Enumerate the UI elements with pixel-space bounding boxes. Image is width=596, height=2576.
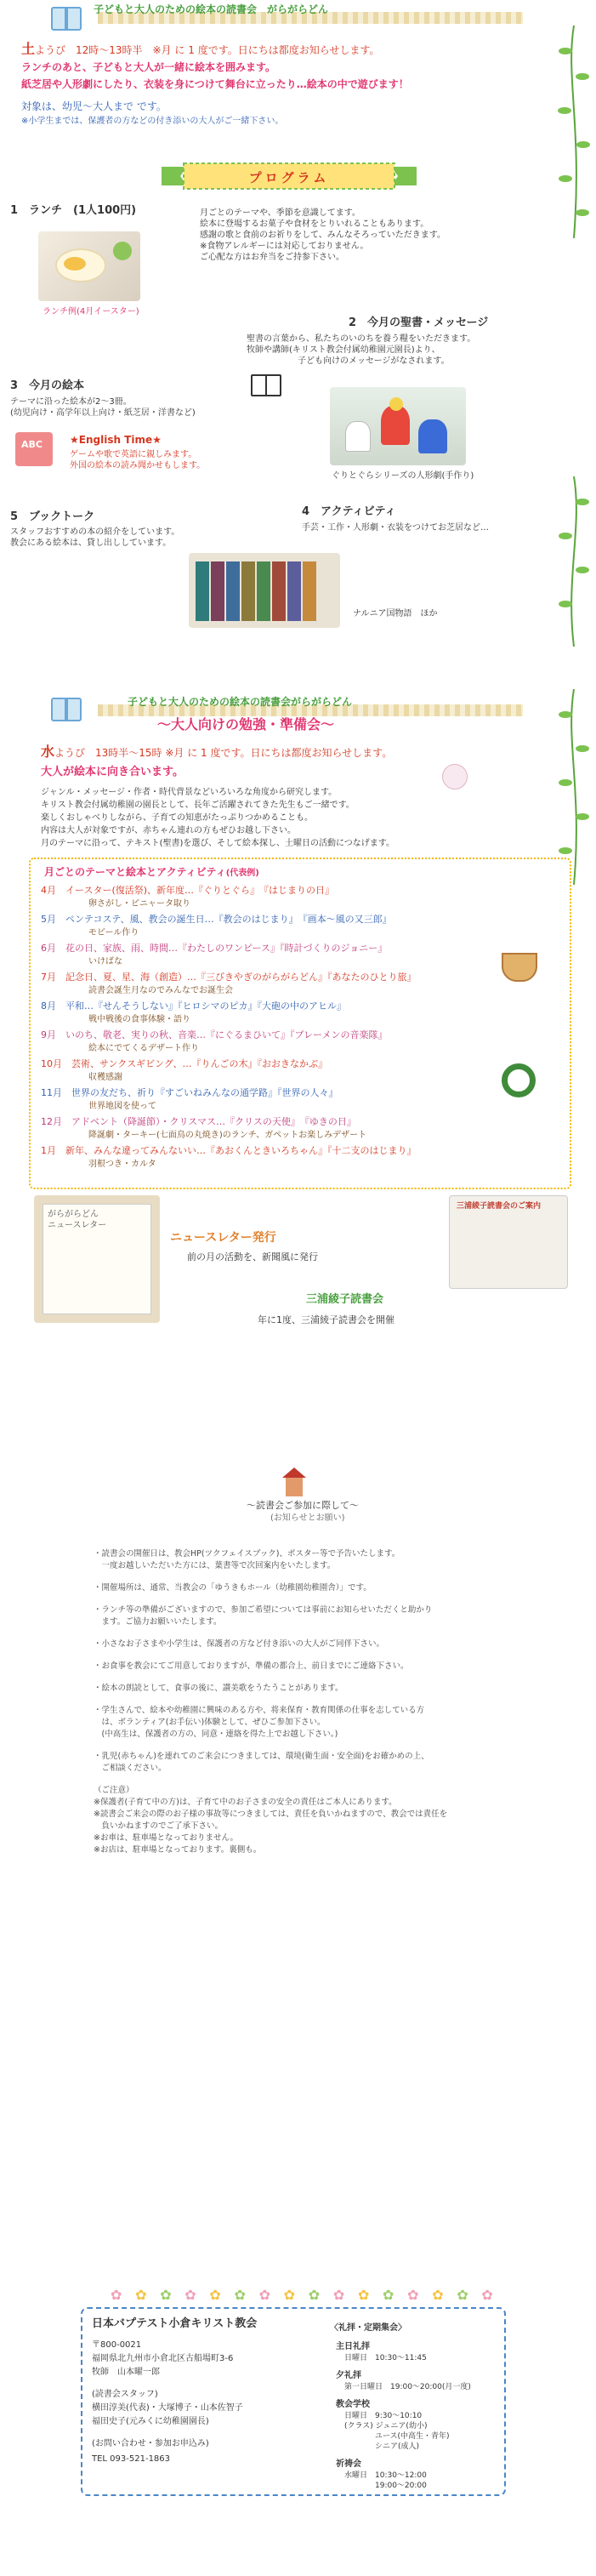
ehon-heading: 3 今月の絵本 [10, 379, 85, 392]
flower-row: ✿ ✿ ✿ ✿ ✿ ✿ ✿ ✿ ✿ ✿ ✿ ✿ ✿ ✿ ✿ ✿ [111, 2287, 493, 2303]
seisho-desc [247, 333, 475, 367]
lunch-desc-line: 月ごとのテーマや、季節を意識してます。 [200, 208, 360, 218]
wreath-icon [502, 1063, 536, 1097]
newsletter-heading: ニュースレター発行 [170, 1231, 276, 1245]
note-line: ます。ご協力お願いいたします。 [94, 1617, 222, 1627]
church-name: 日本バプテスト小倉キリスト教会 [92, 2317, 258, 2330]
vine-decoration-right-3 [557, 689, 591, 885]
worship-time: シニア(成人) [344, 2442, 420, 2451]
english-desc-line: ゲームや歌で英語に親しみます。 [70, 450, 197, 459]
seisho-heading: 2 今月の聖書・メッセージ [349, 316, 489, 329]
section2-line: キリスト教会付属幼稚園の園長として、長年ご活躍されてきた先生もご一緒です。 [41, 801, 355, 810]
english-desc-line: 外国の絵本の読み聞かせもします。 [70, 461, 206, 470]
miura-flyer [449, 1195, 568, 1289]
book-icon [51, 7, 82, 31]
note-line: ・小さなお子さまや小学生は、保護者の方など付き添いの大人がご同伴下さい。 [94, 1639, 385, 1649]
staff-heading: (読書会スタッフ) [92, 2390, 158, 2399]
lunch-caption: ランチ例(4月イースター) [43, 307, 139, 316]
church-pastor: 牧師 山本曜一郎 [92, 2368, 160, 2377]
booktalk-desc-line: スタッフおすすめの本の紹介をしています。 [10, 527, 180, 537]
newsletter-photo-title: がらがらどん ニュースレター [48, 1210, 107, 1230]
abc-book-icon: ABC [15, 432, 53, 466]
ehon-desc-line: (幼児向け・高学年以上向け・紙芝居・洋書など) [10, 408, 196, 418]
lunch-desc-line: ※食物アレルギーには対応しておりません。 [200, 242, 369, 251]
miura-heading: 三浦綾子読書会 [306, 1293, 384, 1306]
section2-subtitle: ～大人向けの勉強・準備会～ [157, 716, 335, 732]
newsletter-desc: 前の月の活動を、新聞風に発行 [187, 1251, 318, 1262]
month-activity: 絵本にでてくるデザート作り [88, 1044, 199, 1053]
schedule-day: 土 [21, 41, 36, 57]
miura-desc: 年に1度、三浦綾子読書会を開催 [258, 1314, 394, 1325]
target-note: ※小学生までは、保護者の方などの付き添いの大人がご一緒下さい。 [21, 117, 284, 126]
booktalk-heading: 5 ブックトーク [10, 510, 95, 523]
section2-line: 内容は大人が対象ですが、赤ちゃん連れの方もぜひお越し下さい。 [41, 826, 296, 835]
booktalk-desc [10, 527, 179, 549]
section2-line: 楽しくおしゃべりしながら、子育ての知恵がたっぷりつかめることも。 [41, 813, 313, 823]
staff-line-2: 福田史子(元みくに幼稚園園長) [92, 2417, 209, 2426]
month-activity: 読書会誕生月なのでみんなでお誕生会 [88, 986, 233, 995]
month-row: 11月 世界の友だち、祈り『すごいねみんなの通学路』『世界の人々』 [41, 1087, 338, 1098]
worship-title-item: 教会学校 [336, 2400, 370, 2409]
month-row: 10月 芸術、サンクスギビング、…『りんごの木』『おおきなかぶ』 [41, 1058, 327, 1069]
note-line: （ご注意） [94, 1786, 134, 1795]
month-row: 1月 新年、みんな違ってみんないい…『あおくんときいろちゃん』『十二支のはじまり』 [41, 1145, 417, 1156]
english-desc [70, 449, 205, 471]
note-line: ※保護者(子育て中の方)は、子育て中のお子さまの安全の責任はご本人にあります。 [94, 1798, 397, 1807]
newsletter-photo [34, 1195, 160, 1323]
schedule-line [21, 43, 379, 57]
month-row: 12月 アドベント（降誕節）・クリスマス…『クリスの天使』 『ゆきの日』 [41, 1116, 356, 1127]
month-activity: 収穫感謝 [88, 1073, 122, 1082]
section2-line: ジャンル・メッセージ・作者・時代背景などいろいろな角度から研究します。 [41, 788, 338, 797]
bunny-icon [442, 764, 468, 789]
lunch-desc-line: 絵本に登場するお菓子や食材をとりいれることもあります。 [200, 219, 429, 229]
section2-schedule-text: ようび 13時半～15時 ※月 に 1 度です。日にちは都度お知らせします。 [54, 747, 393, 759]
church-tower-icon [281, 1468, 308, 1496]
church-address: 福岡県北九州市小倉北区古船場町3-6 [92, 2354, 234, 2363]
section1-title: 子どもと大人のための絵本の読書会 がらがらどん [94, 3, 329, 15]
worship-time: 第一日曜日 19:00～20:00(月一度) [344, 2383, 471, 2391]
month-row: 7月 記念日、夏、星、海（創造）…『三びきやぎのがらがらどん』『あなたのひとり旅』 [41, 972, 417, 983]
month-activity: 世界地図を使って [88, 1102, 156, 1111]
month-activity: 卵さがし・ピニャータ取り [88, 899, 190, 909]
lunch-line: ランチのあと、子どもと大人が一緒に絵本を囲みます。 [21, 61, 276, 73]
worship-title: 〈礼拝・定期集会〉 [330, 2323, 406, 2333]
note-line: 負いかねますのでご了承下さい。 [94, 1821, 224, 1831]
contact-tel: TEL 093-521-1863 [92, 2454, 171, 2464]
ehon-desc [10, 396, 196, 419]
contact-heading: (お問い合わせ・参加お申込み) [92, 2439, 209, 2448]
section2-body [41, 786, 394, 850]
note-line: ※お車は、駐車場となっておりません。 [94, 1833, 239, 1843]
monthly-heading-text: 月ごとのテーマと絵本とアクティビティ [44, 866, 226, 878]
church-info-box [81, 2307, 506, 2496]
seisho-desc-line: 子ども向けのメッセージがなされます。 [298, 356, 450, 366]
note-line: ※読書会ご来会の際のお子様の事故等につきましては、責任を負いかねますので、教会では責任を [94, 1809, 448, 1819]
activity-heading: 4 アクティビティ [302, 505, 396, 518]
activity-desc: 手芸・工作・人形劇・衣装をつけてお芝居など… [302, 523, 489, 533]
month-activity: 羽根つき・カルタ [88, 1160, 156, 1169]
notes-title: ～読書会ご参加に際して～ [247, 1500, 359, 1511]
worship-title-item: 夕礼拝 [336, 2371, 361, 2380]
month-activity: いけばな [88, 957, 122, 966]
book-icon [51, 698, 82, 721]
basket-icon [502, 953, 537, 982]
program-banner-label: プログラム [248, 170, 330, 185]
monthly-heading [44, 866, 259, 880]
puppet-photo [330, 387, 466, 465]
open-book-icon [251, 374, 281, 396]
note-line: ・ランチ等の準備がございますので、参加ご希望については事前にお知らせいただくと助かり [94, 1605, 433, 1615]
worship-time: 日曜日 9:30～10:10 [344, 2412, 423, 2420]
notes-subtitle: (お知らせとお願い) [270, 1513, 345, 1523]
section2-schedule-day: 水 [41, 744, 55, 760]
month-row: 6月 花の日、家族、雨、時間…『わたしのワンピース』『時計づくりのジョニー』 [41, 943, 388, 954]
program-banner [162, 162, 417, 191]
note-line: ・乳児(赤ちゃん)を連れてのご来会につきましては、環境(衛生面・安全面)をお確かめの上、 [94, 1752, 429, 1761]
puppet-caption: ぐりとぐらシリーズの人形劇(手作り) [332, 471, 474, 481]
kamishibai-line: 紙芝居や人形劇にしたり、衣装を身につけて舞台に立ったり…絵本の中で遊びます！ [21, 78, 409, 90]
note-line: ・開催場所は、通常、当教会の「ゆうきもホール（幼稚園幼稚園舎）」です。 [94, 1583, 372, 1593]
worship-time: 19:00～20:00 [344, 2482, 427, 2490]
month-row: 5月 ペンテコステ、風、教会の誕生日…『教会のはじまり』 『画本～風の又三郎』 [41, 914, 392, 925]
worship-time: (クラス) ジュニア(幼小) [344, 2422, 428, 2431]
staff-line-1: 横田淳美(代表)・大塚博子・山本佐智子 [92, 2403, 243, 2413]
section2-schedule-line [41, 745, 392, 760]
vine-decoration-right-2 [557, 476, 591, 647]
lunch-heading: 1 ランチ (1人100円) [10, 204, 137, 217]
note-line: 一度お越しいただいた方には、葉書等で次回案内をいたします。 [94, 1561, 336, 1570]
month-row: 9月 いのち、敬老、実りの秋、音楽…『にぐるまひいて』『ブレーメンの音楽隊』 [41, 1029, 388, 1040]
booktalk-desc-line: 教会にある絵本は、貸し出ししています。 [10, 539, 172, 548]
lunch-desc [200, 208, 446, 263]
ehon-desc-line: テーマに沿った絵本が2～3冊。 [10, 397, 132, 407]
month-activity: 戦中戦後の食事体験・語り [88, 1015, 190, 1024]
narnia-caption: ナルニア国物語 ほか [353, 609, 438, 618]
worship-time: 日曜日 10:30～11:45 [344, 2354, 427, 2362]
lunch-desc-line: ご心配な方はお弁当をご持参下さい。 [200, 253, 344, 262]
note-line: (中高生は、保護者の方の、同意・連絡を得た上でお越し下さい。) [94, 1730, 338, 1739]
target-line: 対象は、幼児～大人まで です。 [21, 100, 167, 112]
adults-line: 大人が絵本に向き合います。 [41, 766, 184, 778]
month-row: 8月 平和…『せんそうしない』『ヒロシマのピカ』『大砲の中のアヒル』 [41, 1000, 346, 1012]
note-line: ・絵本の朗読として、食事の後に、讃美歌をうたうことがあります。 [94, 1684, 343, 1693]
month-activity: モビール作り [88, 928, 139, 938]
section2-title: 子どもと大人のための絵本の読書会がらがらどん [128, 696, 353, 708]
church-postal: 〒800-0021 [92, 2340, 142, 2350]
note-line: は、ボランティア(お手伝い)体験として、ぜひご参加下さい。 [94, 1718, 326, 1727]
section2-line: 月のテーマに沿って、テキスト(聖書)を選び、そして絵本探し、土曜日の活動につなげます。 [41, 839, 395, 848]
note-line: ※お店は、駐車場となっております。裏側も。 [94, 1845, 262, 1855]
note-line: ・読書会の開催日は、教会HP(ツクフェイスブック)、ポスター等で予告いたします。 [94, 1549, 400, 1559]
seisho-desc-line: 聖書の言葉から、私たちのいのちを養う糧をいただきます。 [247, 334, 476, 344]
lunch-desc-line: 感謝の歌と食前のお祈りをして、みんなそろっていただきます。 [200, 231, 446, 240]
note-line: ご相談ください。 [94, 1764, 167, 1773]
monthly-heading-note: (代表例) [225, 869, 259, 878]
lunch-photo [38, 231, 140, 301]
month-row: 4月 イースター(復活祭)、新年度…『ぐりとぐら』 『はじまりの日』 [41, 885, 335, 896]
note-line: ・学生さんで、絵本や幼稚園に興味のある方や、将来保育・教育関係の仕事を志している方 [94, 1706, 425, 1715]
note-line: ・お食事を教会にてご用意しておりますが、準備の都合上、前日までにご連絡下さい。 [94, 1661, 409, 1671]
schedule-text: ようび 12時～13時半 ※月 に 1 度です。日にちは都度お知らせします。 [35, 44, 380, 56]
worship-time: 水曜日 10:30～12:00 [344, 2471, 427, 2480]
seisho-desc-line: 牧師や講師(キリスト教会付属幼稚園元園長)より、 [247, 345, 440, 355]
worship-time: ユース(中高生・青年) [344, 2432, 450, 2441]
month-activity: 降誕劇・ターキー(七面鳥の丸焼き)のランチ、ガペットお楽しみデザート [88, 1131, 367, 1140]
vine-decoration-right [557, 26, 591, 238]
worship-title-item: 祈祷会 [336, 2459, 361, 2469]
worship-title-item: 主日礼拝 [336, 2342, 370, 2351]
narnia-books-photo [189, 553, 340, 628]
english-title: ★English Time★ [70, 434, 162, 446]
miura-flyer-title: 三浦綾子読書会のご案内 [457, 1202, 542, 1211]
